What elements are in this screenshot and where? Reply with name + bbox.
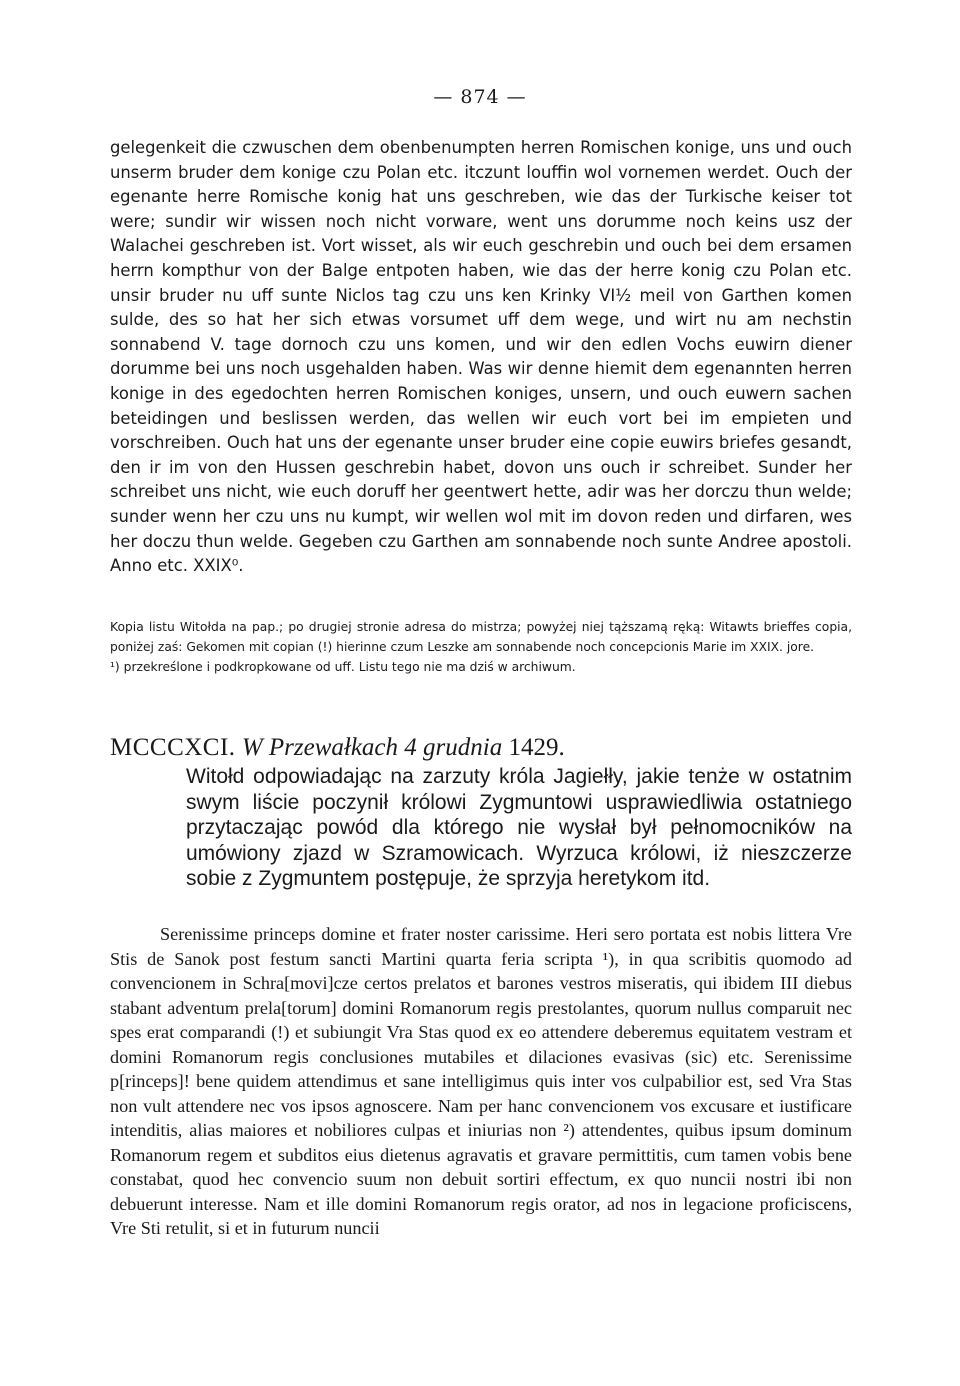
document-number: MCCCXCI. (110, 734, 236, 761)
document-year: 1429. (508, 734, 565, 761)
document-summary (186, 764, 852, 892)
editorial-notes (110, 617, 852, 677)
footnote-text: przekreślone i podkropkowane od uff. Listu tego nie ma dziś w archiwum. (123, 660, 576, 674)
document-place-date: W Przewałkach 4 grudnia (241, 734, 503, 761)
document-body (110, 922, 852, 1241)
previous-letter-tail (110, 136, 852, 579)
footnote (110, 657, 852, 677)
footnote-marker: ¹) (110, 660, 120, 674)
source-note: Kopia listu Witołda na pap.; po drugiej stronie adresa do mistrza; powyżej niej tąższamą ręką: Witawts brieffes copia, poniżej zaś: Gekomen mit copian (!) hierinne czum Leszke am sonnabende noch concepcionis Marie im XXIX. jore. (110, 620, 852, 654)
summary-text: Witołd odpowiadając na zarzuty króla Jagiełły, jakie tenże w ostatnim swym liście poczynił królowi Zygmuntowi usprawiedliwia ostatniego przytaczając powód dla którego nie wysłał był pełnomocników na umówiony zjazd w Szramowicach. Wyrzuca królowi, iż nieszczerze sobie z Zygmuntem postępuje, że sprzyja heretykom itd. (186, 765, 852, 891)
previous-letter-text: gelegenkeit die czwuschen dem obenbenumpten herren Romischen konige, uns und ouch unserm bruder dem konige czu Polan etc. itczunt louffin wol vornemen werdet. Ouch der egenante herre Romische konig hat uns geschreben, wie das der Turkische keiser tot were; sundir wir wissen noch nicht vorware, went uns dorumme noch keins usz der Walachei geschreben ist. Vort wisset, als wir euch geschrebin und ouch bei dem ersamen herrn kompthur von der Balge entpoten haben, wie das der herre konig czu Polan etc. unsir bruder nu uff sunte Niclos tag czu uns ken Krinky VI½ meil von Garthen komen sulde, des so hat her sich etwas vorsumet uff dem wege, und wirt nu am nechstin sonnabend V. tage dornoch czu uns komen, und wir den edlen Vochs euwirn diener dorumme bei uns noch usgehalden haben. Was wir denne hiemit dem egenannten herren konige in des egedochten herren Romischen koniges, unsern, und ouch euwern sachen beteidingen und beslissen werden, das wellen wir euch vort bei im empieten und vorschreiben. Ouch hat uns der egenante unser bruder eine copie euwirs briefes gesandt, den ir im von den Hussen geschrebin habet, dovon uns ouch ir schreibet. Sunder her schreibet uns nicht, wie euch doruff her geentwert hette, adir was her dorczu thun welde; sunder wenn her czu uns nu kumpt, wir wellen wol mit im dovon reden und dirfaren, wes her doczu thun welde. Gegeben czu Garthen am sonnabende noch sunte Andree apostoli. Anno etc. XXIX⁰. (110, 138, 852, 576)
body-text: Serenissime princeps domine et frater noster carissime. Heri sero portata est nobis littera Vre Stis de Sanok post festum sancti Martini quarta feria scripta ¹), in qua scribitis quomodo ad convencionem in Schra[movi]cze certos prelatos et barones vestros miseratis, qui ibidem III diebus stabant adventum prela[torum] domini Romanorum regis prestolantes, quorum nullus comparuit nec spes erat comparandi (!) et subiungit Vra Stas quod ex eo attendere deberemus equitatem vestram et domini Romanorum regis conclusiones mutabiles et dilaciones evasivas (sic) etc. Serenissime p[rinceps]! bene quidem attendimus et sane intelligimus quis inter vos culpabilior est, sed Vra Stas non vult attendere nec vos ipsos agnoscere. Nam per hanc convencionem vos excusare et iustificare intenditis, alias maiores et nobiliores culpas et iniurias non ²) attendentes, quibus ipsum dominum Romanorum regem et subditos eius dietenus agravatis et gravare permittitis, cum tamen vobis bene constabat, quod hec convencio suum non debuit sortiri effectum, ex quo nuncii nostri ibi non debuerunt interesse. Nam et ille domini Romanorum regis orator, ad nos in legacione proficiscens, Vre Sti retulit, si et in futurum nuncii (110, 924, 852, 1238)
page-number: — 874 — (433, 86, 527, 108)
document-heading (110, 732, 852, 764)
